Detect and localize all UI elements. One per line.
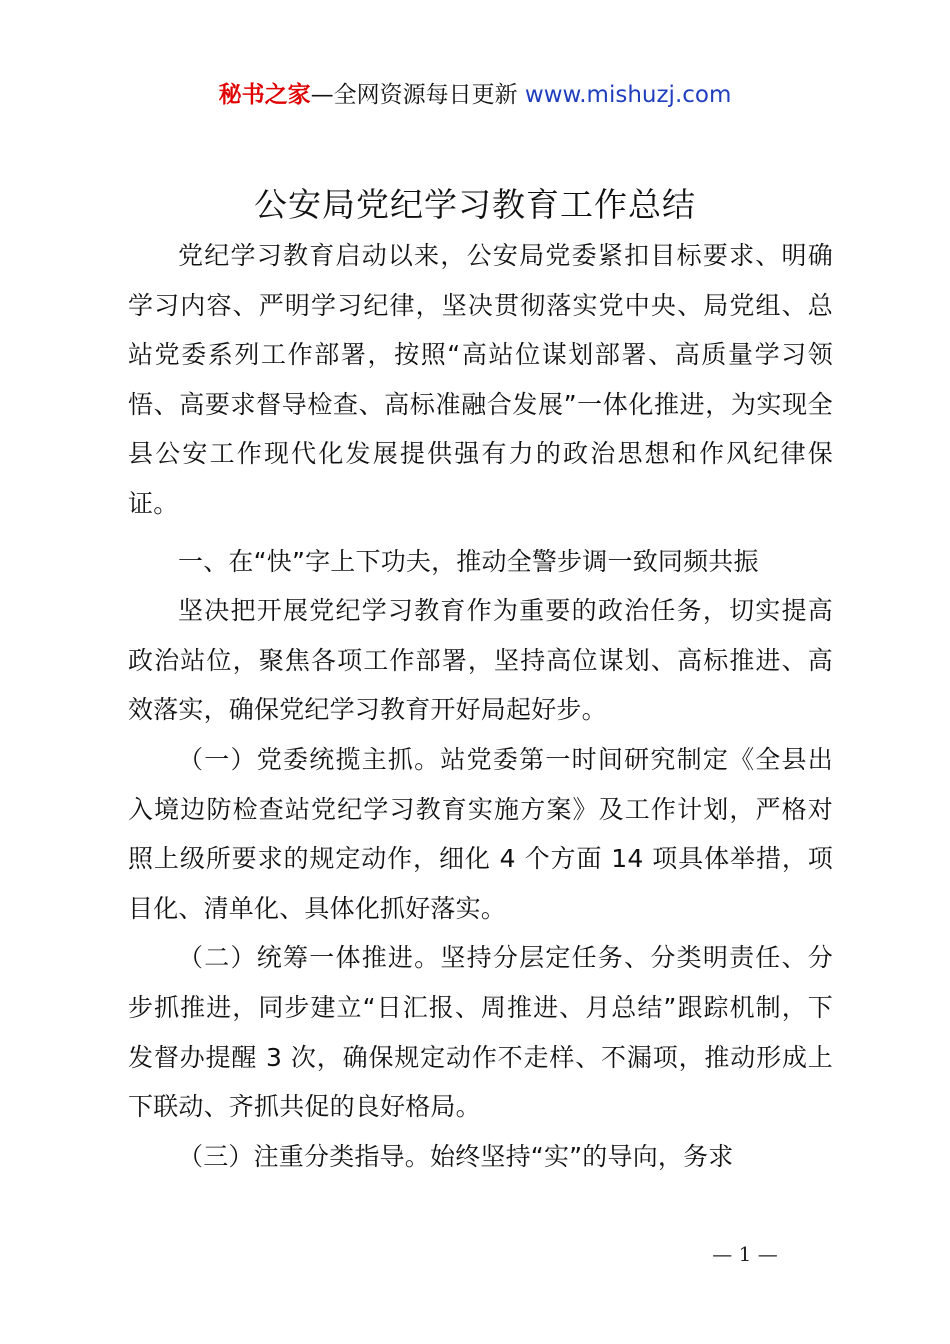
document-body: [128, 231, 833, 1181]
body-paragraph: （二）统筹一体推进。坚持分层定任务、分类明责任、分步抓推进，同步建立“日汇报、周推进、月总结”跟踪机制，下发督办提醒 3 次，确保规定动作不走样、不漏项，推动形成上下联动、齐抓共促的良好格局。: [128, 943, 833, 1122]
site-tagline: —全网资源每日更新: [310, 82, 525, 108]
intro-paragraph: 党纪学习教育启动以来，公安局党委紧扣目标要求、明确学习内容、严明学习纪律，坚决贯彻落实党中央、局党组、总站党委系列工作部署，按照“高站位谋划部署、高质量学习领悟、高要求督导检查、高标准融合发展”一体化推进，为实现全县公安工作现代化发展提供强有力的政治思想和作风纪律保证。: [128, 241, 833, 518]
site-brand: 秘书之家: [218, 82, 311, 108]
site-header: [0, 78, 950, 112]
body-paragraph: （三）注重分类指导。始终坚持“实”的导向，务求: [178, 1141, 734, 1171]
document-title: 公安局党纪学习教育工作总结: [254, 185, 696, 224]
site-url[interactable]: www.mishuzj.com: [524, 82, 732, 108]
page-number: — 1 —: [712, 1242, 778, 1266]
section-heading: 一、在“快”字上下功夫，推动全警步调一致同频共振: [178, 546, 759, 576]
body-paragraph: 坚决把开展党纪学习教育作为重要的政治任务，切实提高政治站位，聚焦各项工作部署，坚持高位谋划、高标推进、高效落实，确保党纪学习教育开好局起好步。: [128, 596, 833, 725]
body-paragraph: （一）党委统揽主抓。站党委第一时间研究制定《全县出入境边防检查站党纪学习教育实施方案》及工作计划，严格对照上级所要求的规定动作，细化 4 个方面 14 项具体举措，项目化、清单化、具体化抓好落实。: [128, 744, 833, 923]
